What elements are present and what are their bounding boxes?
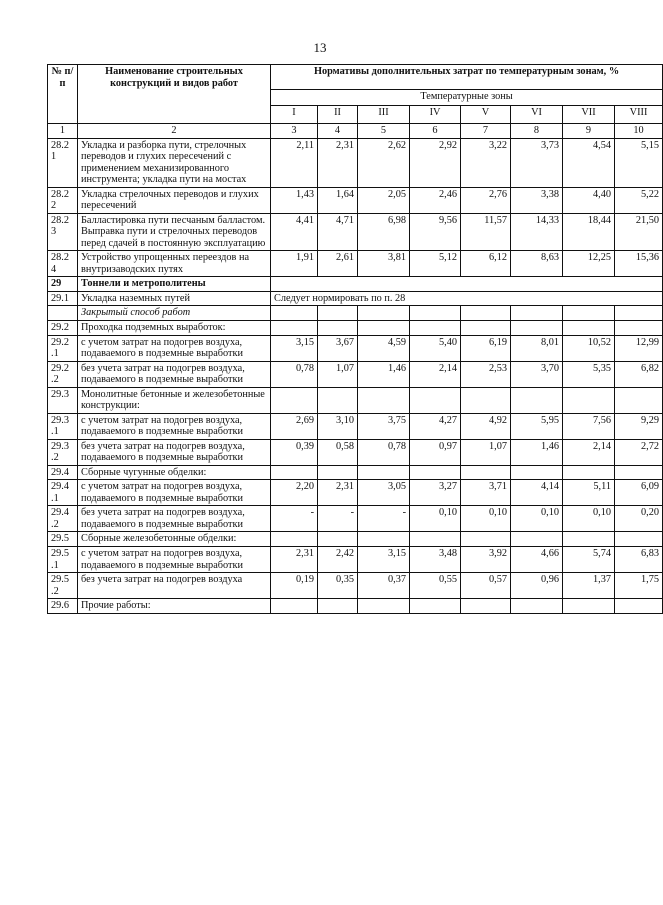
zone-header: III [358, 106, 410, 124]
table-row [48, 439, 663, 465]
value-cell: 1,07 [318, 361, 358, 387]
empty-cell [410, 320, 461, 335]
row-number: 29 [48, 277, 78, 292]
empty-cell [271, 387, 318, 413]
empty-cell [318, 306, 358, 321]
empty-cell [410, 599, 461, 614]
value-cell: 4,40 [563, 187, 615, 213]
value-cell: 3,70 [511, 361, 563, 387]
row-number: 29.5 .2 [48, 573, 78, 599]
empty-cell [461, 599, 511, 614]
value-cell: - [271, 506, 318, 532]
value-cell: 0,97 [410, 439, 461, 465]
value-cell: 2,46 [410, 187, 461, 213]
value-cell: 11,57 [461, 213, 511, 251]
value-cell: 4,66 [511, 547, 563, 573]
value-cell: 0,10 [511, 506, 563, 532]
value-cell: 2,62 [358, 138, 410, 187]
table-row [48, 291, 663, 306]
empty-cell [318, 465, 358, 480]
empty-cell [511, 387, 563, 413]
value-cell: 4,71 [318, 213, 358, 251]
row-name: Монолитные бетонные и железобетонные конструкции: [78, 387, 271, 413]
value-cell: 4,59 [358, 335, 410, 361]
value-cell: 0,35 [318, 573, 358, 599]
empty-cell [410, 532, 461, 547]
value-cell: 3,38 [511, 187, 563, 213]
column-number: 3 [271, 124, 318, 139]
value-cell: 3,22 [461, 138, 511, 187]
table-row [48, 573, 663, 599]
row-number: 28.2 2 [48, 187, 78, 213]
empty-cell [563, 465, 615, 480]
value-cell: 8,63 [511, 251, 563, 277]
value-cell: 2,20 [271, 480, 318, 506]
value-cell: 0,39 [271, 439, 318, 465]
value-cell: 4,92 [461, 413, 511, 439]
empty-cell [318, 387, 358, 413]
empty-cell [358, 306, 410, 321]
value-cell: 0,96 [511, 573, 563, 599]
table-row [48, 187, 663, 213]
empty-cell [563, 306, 615, 321]
value-cell: 2,72 [615, 439, 663, 465]
empty-cell [461, 306, 511, 321]
empty-cell [461, 320, 511, 335]
empty-cell [318, 599, 358, 614]
value-cell: 0,19 [271, 573, 318, 599]
column-number: 2 [78, 124, 271, 139]
value-cell: 4,14 [511, 480, 563, 506]
value-cell: 2,53 [461, 361, 511, 387]
empty-cell [358, 599, 410, 614]
row-number: 29.5 .1 [48, 547, 78, 573]
header-num: № п/п [48, 65, 78, 124]
table-body [48, 138, 663, 613]
row-name: Укладка наземных путей [78, 291, 271, 306]
table-row [48, 213, 663, 251]
value-cell: 5,12 [410, 251, 461, 277]
value-cell: 2,14 [410, 361, 461, 387]
value-cell: 0,78 [271, 361, 318, 387]
row-name: с учетом затрат на подогрев воздуха, подаваемого в подземные выработки [78, 547, 271, 573]
value-cell: 5,74 [563, 547, 615, 573]
value-cell: 3,48 [410, 547, 461, 573]
value-cell: 3,67 [318, 335, 358, 361]
value-cell: 1,43 [271, 187, 318, 213]
value-cell: 1,64 [318, 187, 358, 213]
zone-header: I [271, 106, 318, 124]
zone-header: II [318, 106, 358, 124]
empty-cell [563, 599, 615, 614]
value-cell: 2,31 [271, 547, 318, 573]
table-row [48, 532, 663, 547]
empty-cell [461, 387, 511, 413]
value-cell: 7,56 [563, 413, 615, 439]
table-row [48, 277, 663, 292]
value-cell: 1,07 [461, 439, 511, 465]
row-number: 29.1 [48, 291, 78, 306]
value-cell: 10,52 [563, 335, 615, 361]
table-row [48, 335, 663, 361]
row-number: 29.2 .1 [48, 335, 78, 361]
row-name: без учета затрат на подогрев воздуха, подаваемого в подземные выработки [78, 361, 271, 387]
section-fill [271, 277, 663, 292]
value-cell: 2,61 [318, 251, 358, 277]
empty-cell [511, 320, 563, 335]
value-cell: 0,55 [410, 573, 461, 599]
table-row [48, 361, 663, 387]
value-cell: 2,11 [271, 138, 318, 187]
value-cell: 2,31 [318, 138, 358, 187]
value-cell: 6,82 [615, 361, 663, 387]
column-number: 4 [318, 124, 358, 139]
row-note: Следует нормировать по п. 28 [271, 291, 663, 306]
row-name: Закрытый способ работ [78, 306, 271, 321]
empty-cell [511, 599, 563, 614]
table-row [48, 599, 663, 614]
value-cell: 2,42 [318, 547, 358, 573]
table-row [48, 387, 663, 413]
value-cell: 6,12 [461, 251, 511, 277]
empty-cell [461, 465, 511, 480]
value-cell: 4,54 [563, 138, 615, 187]
header-row-1 [48, 65, 663, 90]
row-name: Сборные железобетонные обделки: [78, 532, 271, 547]
value-cell: 21,50 [615, 213, 663, 251]
empty-cell [615, 599, 663, 614]
table-row [48, 251, 663, 277]
value-cell: 3,15 [358, 547, 410, 573]
row-name: Прочие работы: [78, 599, 271, 614]
column-number: 9 [563, 124, 615, 139]
column-number: 8 [511, 124, 563, 139]
empty-cell [318, 320, 358, 335]
zone-header: VII [563, 106, 615, 124]
value-cell: 0,10 [563, 506, 615, 532]
value-cell: 18,44 [563, 213, 615, 251]
row-name: Балластировка пути песчаным балластом. Выправка пути и стрелочных переводов перед сдачей в постоянную эксплуатацию [78, 213, 271, 251]
value-cell: 3,27 [410, 480, 461, 506]
value-cell: 3,15 [271, 335, 318, 361]
row-number: 29.4 [48, 465, 78, 480]
norms-table [47, 64, 663, 614]
empty-cell [410, 306, 461, 321]
value-cell: 2,14 [563, 439, 615, 465]
value-cell: 5,40 [410, 335, 461, 361]
value-cell: 2,69 [271, 413, 318, 439]
empty-cell [358, 387, 410, 413]
row-number: 29.4 .2 [48, 506, 78, 532]
table-row [48, 306, 663, 321]
row-name: Устройство упрощенных переездов на внутризаводских путях [78, 251, 271, 277]
zone-header: IV [410, 106, 461, 124]
table-row [48, 320, 663, 335]
value-cell: - [318, 506, 358, 532]
zone-header: VI [511, 106, 563, 124]
empty-cell [563, 320, 615, 335]
row-number: 28.2 3 [48, 213, 78, 251]
value-cell: 9,56 [410, 213, 461, 251]
column-numbers-row [48, 124, 663, 139]
empty-cell [358, 320, 410, 335]
empty-cell [271, 532, 318, 547]
row-name: с учетом затрат на подогрев воздуха, подаваемого в подземные выработки [78, 413, 271, 439]
row-name: Тоннели и метрополитены [78, 277, 271, 292]
value-cell: 2,76 [461, 187, 511, 213]
value-cell: 0,10 [461, 506, 511, 532]
empty-cell [318, 532, 358, 547]
table-row [48, 413, 663, 439]
value-cell: 0,37 [358, 573, 410, 599]
value-cell: 0,10 [410, 506, 461, 532]
value-cell: 3,73 [511, 138, 563, 187]
empty-cell [271, 465, 318, 480]
value-cell: 4,27 [410, 413, 461, 439]
table-row [48, 138, 663, 187]
value-cell: 12,99 [615, 335, 663, 361]
value-cell: 5,15 [615, 138, 663, 187]
value-cell: 4,41 [271, 213, 318, 251]
table-row [48, 465, 663, 480]
header-name: Наименование строительных конструкций и видов работ [78, 65, 271, 124]
column-number: 1 [48, 124, 78, 139]
empty-cell [358, 532, 410, 547]
empty-cell [563, 387, 615, 413]
column-number: 10 [615, 124, 663, 139]
value-cell: 6,19 [461, 335, 511, 361]
column-number: 6 [410, 124, 461, 139]
empty-cell [615, 306, 663, 321]
value-cell: 9,29 [615, 413, 663, 439]
value-cell: 0,58 [318, 439, 358, 465]
value-cell: 1,91 [271, 251, 318, 277]
value-cell: 3,92 [461, 547, 511, 573]
row-number: 29.3 [48, 387, 78, 413]
empty-cell [511, 465, 563, 480]
value-cell: 6,83 [615, 547, 663, 573]
value-cell: 5,95 [511, 413, 563, 439]
row-name: с учетом затрат на подогрев воздуха, подаваемого в подземные выработки [78, 335, 271, 361]
value-cell: 2,92 [410, 138, 461, 187]
column-number: 5 [358, 124, 410, 139]
value-cell: 6,09 [615, 480, 663, 506]
row-number: 29.5 [48, 532, 78, 547]
empty-cell [615, 465, 663, 480]
value-cell: 0,78 [358, 439, 410, 465]
row-number: 29.3 .2 [48, 439, 78, 465]
empty-cell [358, 465, 410, 480]
empty-cell [511, 532, 563, 547]
row-name: Укладка стрелочных переводов и глухих пересечений [78, 187, 271, 213]
empty-cell [410, 387, 461, 413]
value-cell: 3,10 [318, 413, 358, 439]
empty-cell [271, 306, 318, 321]
row-number: 29.2 .2 [48, 361, 78, 387]
value-cell: 12,25 [563, 251, 615, 277]
empty-cell [271, 320, 318, 335]
value-cell: 1,46 [358, 361, 410, 387]
value-cell: 0,20 [615, 506, 663, 532]
empty-cell [615, 532, 663, 547]
row-number: 29.6 [48, 599, 78, 614]
value-cell: 5,11 [563, 480, 615, 506]
value-cell: 5,22 [615, 187, 663, 213]
value-cell: 1,37 [563, 573, 615, 599]
empty-cell [410, 465, 461, 480]
value-cell: 1,75 [615, 573, 663, 599]
row-name: без учета затрат на подогрев воздуха, подаваемого в подземные выработки [78, 506, 271, 532]
column-number: 7 [461, 124, 511, 139]
table-row [48, 480, 663, 506]
value-cell: 5,35 [563, 361, 615, 387]
row-name: без учета затрат на подогрев воздуха, подаваемого в подземные выработки [78, 439, 271, 465]
header-norms: Нормативы дополнительных затрат по температурным зонам, % [271, 65, 663, 90]
zone-header: V [461, 106, 511, 124]
value-cell: 0,57 [461, 573, 511, 599]
value-cell: 6,98 [358, 213, 410, 251]
empty-cell [461, 532, 511, 547]
header-zones: Температурные зоны [271, 90, 663, 106]
row-number: 28.2 1 [48, 138, 78, 187]
empty-cell [615, 387, 663, 413]
row-name: Сборные чугунные обделки: [78, 465, 271, 480]
row-name: Проходка подземных выработок: [78, 320, 271, 335]
table-row [48, 547, 663, 573]
row-name: Укладка и разборка пути, стрелочных переводов и глухих пересечений с применением механизированного инструмента; укладка пути на мостах [78, 138, 271, 187]
empty-cell [615, 320, 663, 335]
value-cell: 8,01 [511, 335, 563, 361]
value-cell: - [358, 506, 410, 532]
value-cell: 2,05 [358, 187, 410, 213]
value-cell: 3,75 [358, 413, 410, 439]
value-cell: 3,05 [358, 480, 410, 506]
value-cell: 14,33 [511, 213, 563, 251]
row-number: 28.2 4 [48, 251, 78, 277]
row-number [48, 306, 78, 321]
row-name: без учета затрат на подогрев воздуха [78, 573, 271, 599]
value-cell: 2,31 [318, 480, 358, 506]
value-cell: 1,46 [511, 439, 563, 465]
empty-cell [563, 532, 615, 547]
row-number: 29.4 .1 [48, 480, 78, 506]
empty-cell [511, 306, 563, 321]
row-number: 29.3 .1 [48, 413, 78, 439]
value-cell: 15,36 [615, 251, 663, 277]
page-number: 13 [313, 40, 327, 55]
empty-cell [271, 599, 318, 614]
value-cell: 3,71 [461, 480, 511, 506]
value-cell: 3,81 [358, 251, 410, 277]
zone-header: VIII [615, 106, 663, 124]
table-row [48, 506, 663, 532]
row-number: 29.2 [48, 320, 78, 335]
row-name: с учетом затрат на подогрев воздуха, подаваемого в подземные выработки [78, 480, 271, 506]
